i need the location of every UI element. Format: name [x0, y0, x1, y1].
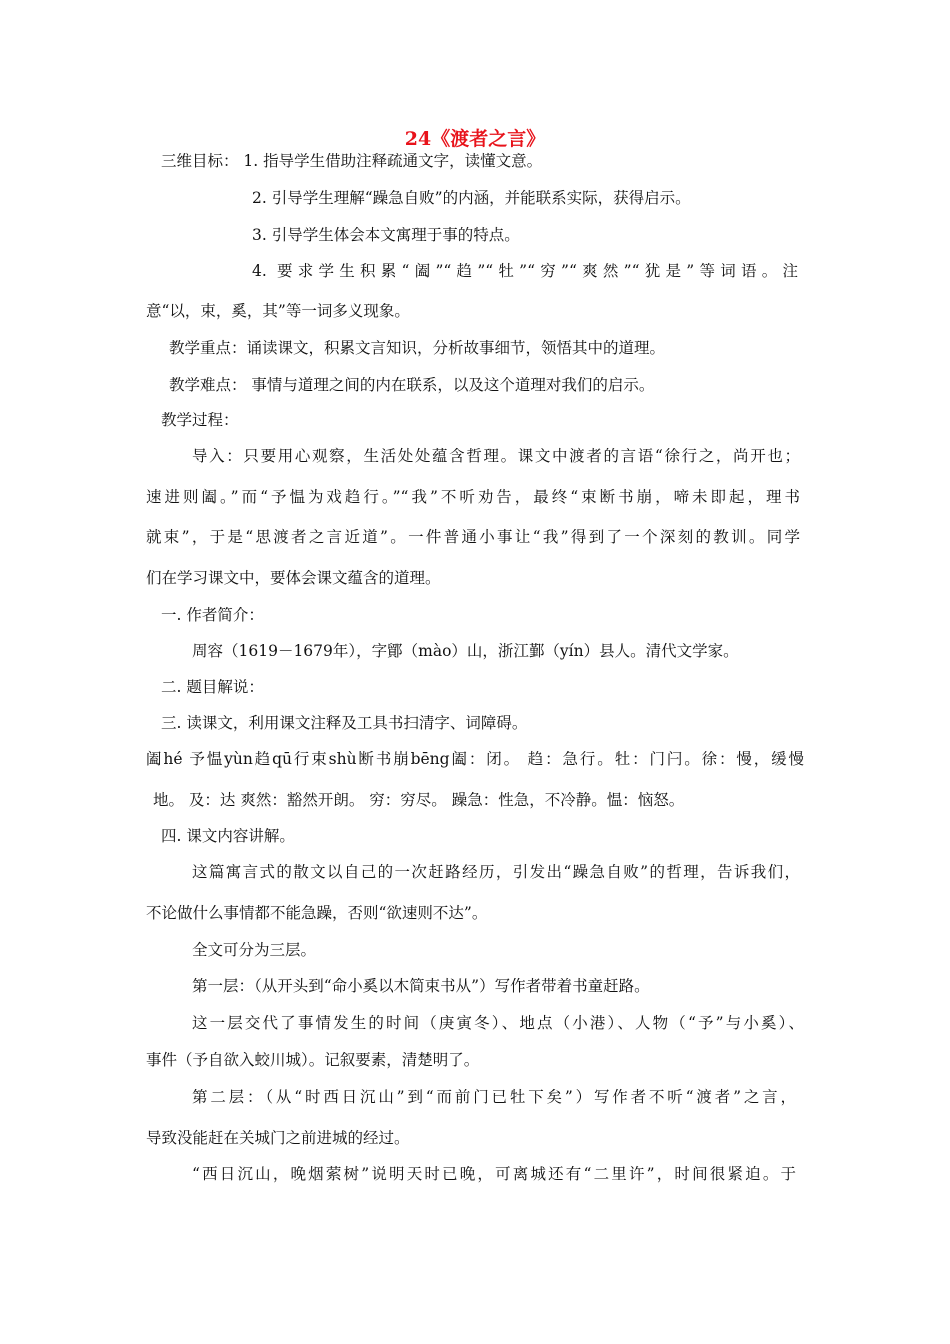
line-goal-4: 4. 要求学生积累“阖”“趋”“牡”“穷”“爽然”“犹是”等词语。注 [252, 262, 798, 280]
line-vocab-2: 地。 及：达 爽然：豁然开朗。 穷：穷尽。 躁急：性急，不冷静。愠：恼怒。 [153, 791, 685, 809]
line-vocab-1: 阖hé 予愠yùn趋qū行束shù断书崩bēng阖：闭。 趋：急行。牡：门闩。徐：慢，缓慢 [146, 750, 804, 768]
line-key-point: 教学重点：诵读课文，积累文言知识，分析故事细节，领悟其中的道理。 [169, 339, 666, 357]
line-difficulty: 教学难点： 事情与道理之间的内在联系，以及这个道理对我们的启示。 [169, 376, 655, 394]
line-layer-1-detail: 这一层交代了事情发生的时间（庚寅冬）、地点（小港）、人物（“予”与小奚）、 [192, 1014, 804, 1032]
line-three-layers: 全文可分为三层。 [192, 941, 317, 959]
line-layer-2-cont: 导致没能赶在关城门之前进城的经过。 [146, 1129, 410, 1147]
line-goal-3: 3. 引导学生体会本文寓理于事的特点。 [252, 226, 520, 244]
line-layer-2: 第二层：（从“时西日沉山”到“而前门已牡下矣”）写作者不听“渡者”之言， [192, 1088, 796, 1106]
line-layer-2-detail: “西日沉山，晚烟萦树”说明天时已晚，可离城还有“二里许”，时间很紧迫。于 [192, 1165, 796, 1183]
section-reading-heading: 三. 读课文，利用课文注释及工具书扫清字、词障碍。 [161, 714, 528, 732]
section-content-heading: 四. 课文内容讲解。 [161, 827, 295, 845]
line-intro-2: 速进则阖。”而“予愠为戏趋行。”“我”不听劝告，最终“束断书崩，啼未即起，理书 [146, 488, 800, 506]
line-goal-4-cont: 意“以，束，奚，其”等一词多义现象。 [146, 302, 410, 320]
line-intro-1: 导入：只要用心观察，生活处处蕴含哲理。课文中渡者的言语“徐行之，尚开也； [192, 447, 800, 465]
line-process-heading: 教学过程： [161, 411, 239, 429]
line-intro-3: 就束”，于是“思渡者之言近道”。一件普通小事让“我”得到了一个深刻的教训。同学 [146, 528, 800, 546]
section-title-explain-heading: 二. 题目解说： [161, 678, 264, 696]
line-content-1: 这篇寓言式的散文以自己的一次赶路经历，引发出“躁急自败”的哲理，告诉我们， [192, 863, 800, 881]
line-content-2: 不论做什么事情都不能急躁，否则“欲速则不达”。 [146, 904, 488, 922]
line-author: 周容（1619－1679年），字鄮（mào）山，浙江鄞（yín）县人。清代文学家。 [192, 642, 739, 660]
line-layer-1-detail-cont: 事件（予自欲入蛟川城）。记叙要素，清楚明了。 [146, 1051, 480, 1069]
section-author-heading: 一. 作者简介： [161, 606, 264, 624]
line-goals: 三维目标： 1. 指导学生借助注释疏通文字，读懂文意。 [161, 152, 543, 170]
line-goal-2: 2. 引导学生理解“躁急自败”的内涵，并能联系实际，获得启示。 [252, 189, 691, 207]
line-layer-1: 第一层：（从开头到“命小奚以木简束书从”）写作者带着书童赶路。 [192, 977, 650, 995]
line-intro-4: 们在学习课文中，要体会课文蕴含的道理。 [146, 569, 441, 587]
document-title: 24《渡者之言》 [404, 128, 546, 150]
